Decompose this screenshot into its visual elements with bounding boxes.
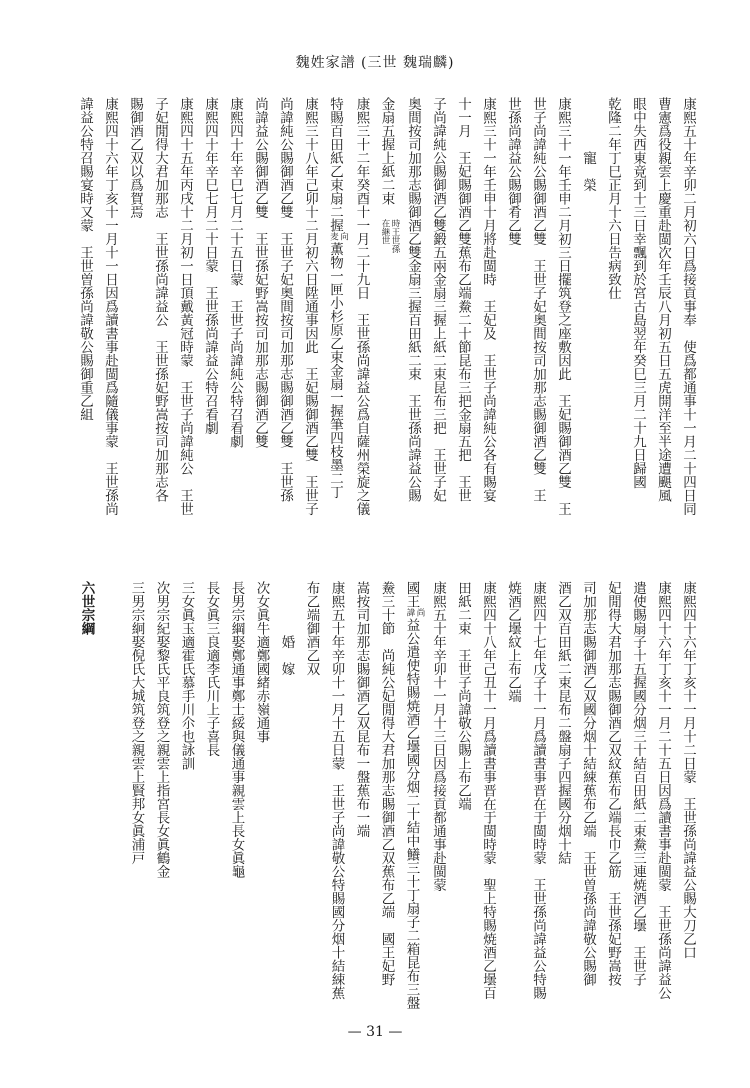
text-column: 尚諱益公賜御酒乙雙 王世孫妃野嵩按司加那志賜御酒乙雙 <box>252 97 268 448</box>
section-label-marriage: 婚 嫁 <box>278 635 295 676</box>
text-column: 康熙四十七年戊子十一月爲讀書事晋在于閩時蒙 王世孫尚諱益公特賜 <box>530 581 546 1000</box>
text-column: 妃閒得大君加那志賜御酒乙双紋蕉布乙端長巾乙筋 王世孫妃野嵩按 <box>605 581 621 986</box>
text-column: 世子尚諱純公賜御酒乙雙 王世子妃奥間按司加那志賜御酒乙雙 王 <box>530 97 546 502</box>
section-heading: 六世宗綱 <box>78 581 95 635</box>
text-column: 司加那志賜御酒乙双國分烟十結綀蕉布乙端 王世曽孫尚諱敬公賜御 <box>580 581 596 986</box>
text-column: 嵩按司加那志賜御酒乙双昆布一盤蕉布一端 <box>353 581 370 838</box>
column-text: 國王 <box>403 581 420 608</box>
text-column: 曹憲爲役親雲上慶重赴閩次年壬辰八月初五日五虎開洋至半途遭颶風 <box>655 97 671 502</box>
text-column: 長女眞三良適李氏川上子喜長 <box>203 581 220 757</box>
text-column: 康熙四十年辛巳七月二十日蒙 王世孫尚諱益公特召看劇 <box>202 97 218 435</box>
text-column: 長男宗綱娶鄭通事鄭士綏與儀通事親雲上長女眞龜 <box>228 581 245 878</box>
text-column: 焼酒乙壜紋上布乙端 <box>505 581 521 703</box>
text-column: 康熙四十年辛巳七月二十五日蒙 王世子尚諱純公特召看劇 <box>227 97 243 448</box>
page-number: — 31 — <box>347 1024 403 1040</box>
text-column: 子尚諱純公賜御酒乙雙鍛五兩金扇三握上紙二束昆布三把 王世子妃 <box>430 97 446 502</box>
text-column: 遣使賜扇子十五握國分烟三十結百田紙二束鮝三連焼酒乙壜 王世子 <box>630 581 646 986</box>
text-column: 三女眞玉適霍氏慕手川尒也詠訓 <box>178 581 195 770</box>
text-column: 賜御酒乙双以爲賀焉 <box>127 97 143 219</box>
text-column: 三男宗絅娶倪氏大城筑登之親雲上賢邦女眞浦戸 <box>128 581 145 865</box>
annotation-note: 尚諱 <box>405 608 425 617</box>
column-text: 薫物一匣小杉原乙束金扇一握筆四枝墨二丁 <box>327 242 343 499</box>
text-column: 康熙四十八年己丑十一月爲讀書事晋在于閩時蒙 聖上特賜焼酒乙壜百 <box>480 581 496 1000</box>
text-column: 世孫尚諱益公賜御肴乙雙 <box>505 97 521 246</box>
text-column: 康熙五十年辛卯十一月十五日蒙 王世子尚諱敬公特賜國分烟十結綀蕉 <box>328 581 345 1000</box>
text-column: 尚諱純公賜御酒乙雙 王世子妃奥間按司加那志賜御酒乙雙 王世孫 <box>277 97 293 502</box>
text-column: 康熙五十年辛卯二月初六日爲接貢事奉 使爲都通事十一月二十四日同 <box>680 97 696 516</box>
annotation-note: 向麦 <box>328 232 349 241</box>
page-header-title: 魏姓家譜 (三世 魏瑞麟) <box>295 55 455 71</box>
text-column: 康熙四十六年丁亥十一月二十五日因爲讀書事赴閩蒙 王世孫尚諱益公 <box>655 581 671 1000</box>
text-column: 眼中失西東竟到十三日幸飄到於宮古島翌年癸巳三月二十九日歸國 <box>630 97 646 489</box>
text-column: 鮝三十節 尚純公妃閒得大君加那志賜御酒乙双蕉布乙端 國王妃野 <box>378 581 395 986</box>
text-column: 康熙三十八年己卯十二月初六日陞通事因此 王妃賜御酒乙雙 王世子 <box>302 97 318 516</box>
text-column: 康熙三十一年壬申十月將赴閩時 王妃及 王世子尚諱純公各有賜宴 <box>480 97 496 502</box>
top-text-block <box>72 97 700 537</box>
column-text: 金扇五握上紙二束 <box>378 97 395 219</box>
column-text: 特賜百田紙乙束扇二握 <box>327 97 343 232</box>
text-column: 布乙端御酒乙双 <box>303 581 320 676</box>
text-column: 康熙三十一年壬申二月初三日擺筑登之座敷因此 王妃賜御酒乙雙 王 <box>555 97 571 516</box>
column-text: 益公遣使特賜焼酒乙壜國分烟二十結中鱶三十丁扇子二箱昆布三盤 <box>403 618 420 1010</box>
annotation-note: 時王世孫在継世 <box>380 218 400 253</box>
text-column: 諱益公特召賜宴時又蒙 王世曽孫尚諱敬公賜御重乙組 <box>77 97 93 421</box>
text-column: 酒乙双百田紙二束昆布二盤扇子四握國分烟十結 <box>555 581 571 865</box>
text-column: 康熙四十六年丁亥十一月十一日因爲讀書事赴閩爲隨儀事蒙 王世孫尚 <box>102 97 118 516</box>
blank-column <box>99 581 124 1021</box>
text-column: 次男宗紀娶黎氏平良筑登之親雲上指宮長女眞鶴金 <box>153 581 170 878</box>
text-column: 子妃閒得大君加那志 王世孫尚諱益公 王世孫妃野嵩按司加那志各 <box>152 97 168 502</box>
text-column <box>399 581 426 1021</box>
text-column: 康熙三十二年癸酉十一月二十九日 王世孫尚諱益公爲自薩州榮旋之儀 <box>353 97 370 516</box>
text-column: 十一月 王妃賜御酒乙雙蕉布乙端鮝二十節昆布三把金扇五把 王世 <box>455 97 471 502</box>
text-column: 康熙五十年辛卯十一月十三日因爲接貢都通事赴閩蒙 <box>430 581 446 892</box>
text-column: 奥間按司加那志賜御酒乙雙金扇三握百田紙二束 王世孫尚諱益公賜 <box>405 97 421 502</box>
text-column: 康熙四十六年丁亥十一月十二日蒙 王世孫尚諱益公賜大刀乙口 <box>680 581 696 959</box>
text-column: 田紙二束 王世子尚諱敬公賜上布乙端 <box>455 581 471 811</box>
text-column <box>322 97 349 537</box>
text-column: 乾隆二年丁巳正月十六日告病致仕 <box>605 97 621 300</box>
bottom-text-block <box>74 581 701 1021</box>
text-column: 康熙四十五年丙戌十二月初一日頂戴黃冠時蒙 王世子尚諱純公 王世 <box>177 97 193 516</box>
section-label-honors: 寵 榮 <box>580 151 596 192</box>
text-column: 次女眞牛適鄭國緒赤嶺通事 <box>253 581 270 743</box>
text-column <box>374 97 401 537</box>
